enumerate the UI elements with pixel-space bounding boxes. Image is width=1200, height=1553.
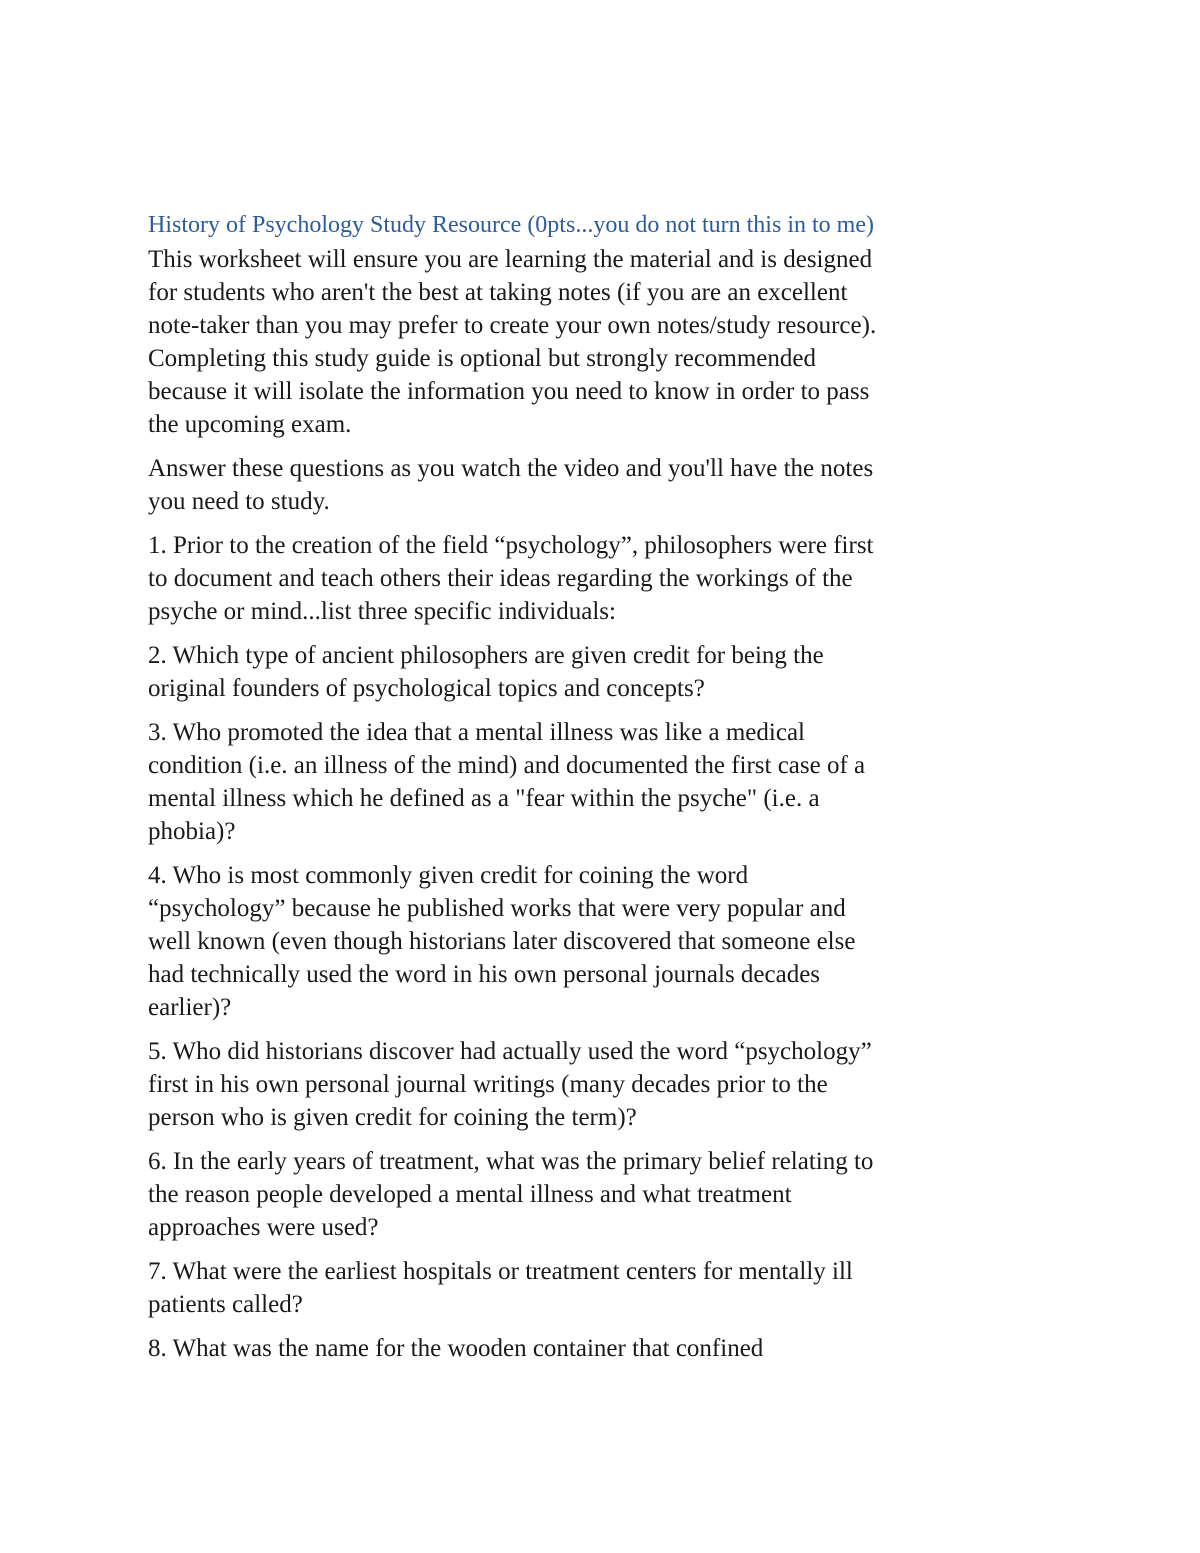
- question-6: 6. In the early years of treatment, what was the primary belief relating to the reason people developed a mental illness and what treatment approaches were used?: [148, 1148, 874, 1241]
- question-7: 7. What were the earliest hospitals or treatment centers for mentally ill patients called?: [148, 1258, 853, 1318]
- instructions-paragraph: Answer these questions as you watch the video and you'll have the notes you need to study.: [148, 455, 874, 515]
- question-3: 3. Who promoted the idea that a mental illness was like a medical condition (i.e. an illness of the mind) and documented the first case of a mental illness which he defined as a "fear within the psyche" (i.e. a phobia)?: [148, 719, 866, 845]
- intro-paragraph: This worksheet will ensure you are learning the material and is designed for students who aren't the best at taking notes (if you are an excellent note-taker than you may prefer to create your own notes/study resource). Completing this study guide is optional but strongly recommended because it will isolate the information you need to know in order to pass the upcoming exam.: [148, 246, 877, 438]
- question-8: 8. What was the name for the wooden container that confined: [148, 1335, 764, 1362]
- question-4: 4. Who is most commonly given credit for coining the word “psychology” because he published works that were very popular and well known (even though historians later discovered that someone else had technically used the word in his own personal journals decades earlier)?: [148, 862, 856, 1021]
- document-title: History of Psychology Study Resource (0pts...you do not turn this in to me): [148, 212, 874, 238]
- question-2: 2. Which type of ancient philosophers are given credit for being the original founders of psychological topics and concepts?: [148, 642, 824, 702]
- question-5: 5. Who did historians discover had actually used the word “psychology” first in his own personal journal writings (many decades prior to the person who is given credit for coining the term)?: [148, 1038, 872, 1131]
- document-body: [148, 210, 888, 1376]
- question-1: 1. Prior to the creation of the field “psychology”, philosophers were first to document and teach others their ideas regarding the workings of the psyche or mind...list three specific individuals:: [148, 532, 874, 625]
